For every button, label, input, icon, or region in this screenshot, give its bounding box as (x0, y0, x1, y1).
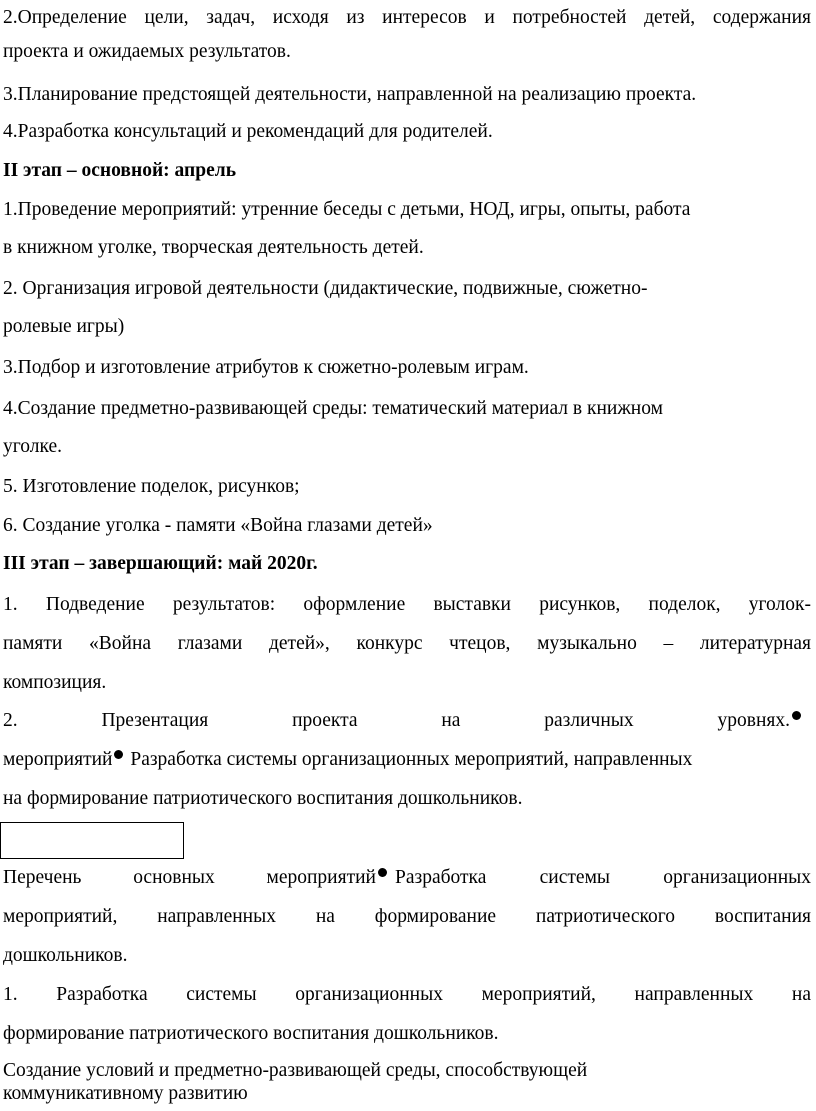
bullet-icon (378, 868, 387, 877)
empty-rectangle (0, 822, 184, 859)
text-word: основных (133, 867, 215, 888)
text-line: 4.Создание предметно-развивающей среды: тематический материал в книжном (3, 398, 663, 419)
text-line: формирование патриотического воспитания дошкольников. (3, 1023, 499, 1044)
text-line: коммуникативному развитию (3, 1083, 248, 1104)
text-line: 1. Разработка системы организационных мероприятий, направленных на (3, 984, 811, 1005)
text-line: дошкольников. (3, 945, 128, 966)
text-word: 2. (3, 710, 18, 731)
text-line: уголке. (3, 436, 63, 457)
text-fragment (3, 866, 389, 890)
text-word-with-bullet (717, 709, 803, 733)
text-word: Разработка (395, 867, 487, 888)
text-line: ролевые игры) (3, 316, 125, 337)
text-line: 6. Создание уголка - памяти «Война глазами детей» (3, 515, 433, 536)
bullet-icon (114, 750, 123, 759)
text-word: системы (539, 867, 611, 888)
text-line (3, 709, 803, 733)
text-line: Создание условий и предметно-развивающей среды, способствующей (3, 1060, 588, 1081)
text-line: на формирование патриотического воспитания дошкольников. (3, 788, 523, 809)
text-line: 2. Организация игровой деятельности (дидактические, подвижные, сюжетно- (3, 278, 648, 299)
text-line: в книжном уголке, творческая деятельность детей. (3, 237, 424, 258)
text-line: 1. Подведение результатов: оформление выставки рисунков, поделок, уголок- (3, 594, 811, 615)
text-word: уровнях. (717, 710, 790, 731)
text-word: проекта (292, 710, 358, 731)
text-line: мероприятий, направленных на формирование патриотического воспитания (3, 906, 811, 927)
section-heading-stage-2: II этап – основной: апрель (3, 160, 237, 181)
text-line (3, 748, 811, 772)
text-word: на (441, 710, 461, 731)
text-fragment (395, 866, 811, 890)
bullet-icon (792, 711, 801, 720)
text-line: 3.Планирование предстоящей деятельности, направленной на реализацию проекта. (3, 84, 697, 105)
text-line: 1.Проведение мероприятий: утренние беседы с детьми, НОД, игры, опыты, работа (3, 199, 691, 220)
text-word: различных (544, 710, 634, 731)
text-line: памяти «Война глазами детей», конкурс чтецов, музыкально – литературная (3, 633, 811, 654)
text-line: композиция. (3, 672, 107, 693)
text-word: Презентация (101, 710, 209, 731)
section-heading-stage-3: III этап – завершающий: май 2020г. (3, 553, 318, 574)
text-line: 3.Подбор и изготовление атрибутов к сюжетно-ролевым играм. (3, 357, 529, 378)
text-word-with-bullet: мероприятий (267, 866, 389, 890)
text-line: 4.Разработка консультаций и рекомендаций для родителей. (3, 121, 493, 142)
text-fragment: Разработка системы организационных мероприятий, направленных (125, 749, 693, 770)
text-word: Перечень (3, 867, 82, 888)
text-line: 5. Изготовление поделок, рисунков; (3, 476, 300, 497)
text-word: организационных (663, 867, 811, 888)
text-line: 2.Определение цели, задач, исходя из интересов и потребностей детей, содержания (3, 7, 811, 28)
text-line (3, 866, 811, 890)
text-line: проекта и ожидаемых результатов. (3, 41, 291, 62)
text-fragment: мероприятий (3, 749, 113, 770)
